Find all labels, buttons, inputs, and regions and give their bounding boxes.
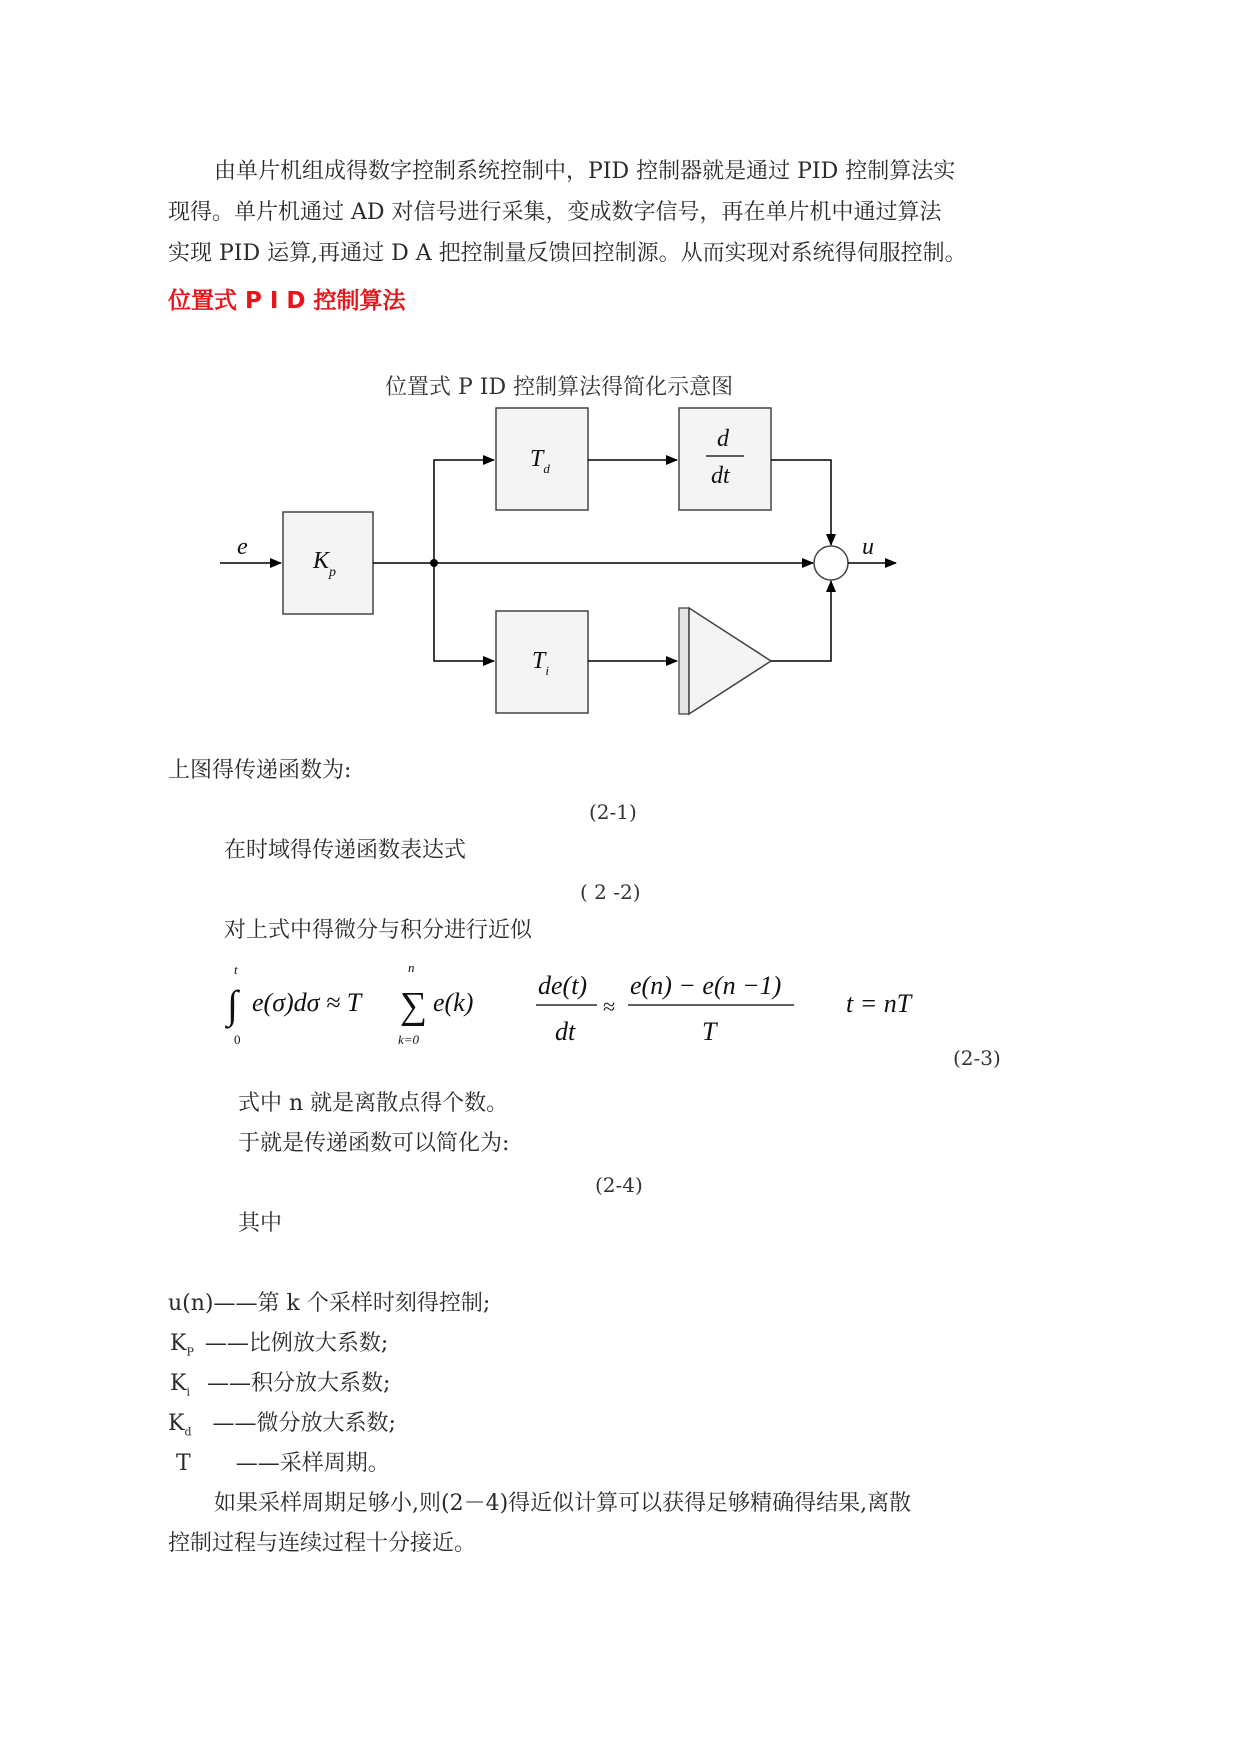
equation-number-2-1: (2-1)	[589, 800, 637, 824]
definition-un: u(n)——第 k 个采样时刻得控制;	[168, 1291, 491, 1316]
intro-line-2: 现得。单片机通过 AD 对信号进行采集，变成数字信号，再在单片机中通过算法	[168, 200, 942, 225]
td-branch-line	[434, 460, 494, 563]
kd-description: ——微分放大系数;	[212, 1411, 396, 1436]
kp-symbol: K	[170, 1331, 187, 1356]
integrator-triangle	[689, 608, 771, 714]
derivative-denominator: dt	[711, 463, 730, 489]
definition-kd	[168, 1413, 396, 1437]
td-label: $T_d$	[530, 446, 550, 476]
sum-upper-limit: n	[408, 960, 415, 975]
ki-subscript: i	[186, 1385, 190, 1399]
n-description: 式中 n 就是离散点得个数。	[238, 1091, 509, 1116]
input-label: e	[237, 534, 248, 560]
sum-lower-limit: k=0	[398, 1032, 420, 1047]
t-symbol: T	[176, 1451, 191, 1476]
conclusion-line-2: 控制过程与连续过程十分接近。	[168, 1531, 477, 1556]
difference-denominator: T	[702, 1017, 717, 1046]
deriv-to-sum-line	[771, 460, 831, 545]
kp-subscript: P	[186, 1345, 194, 1359]
equation-number-2-4: (2-4)	[595, 1173, 643, 1197]
equation-number-2-2: ( 2 -2)	[580, 880, 641, 904]
integrator-bar	[679, 608, 689, 714]
sum-body: e(k)	[433, 988, 474, 1017]
where-text: 其中	[238, 1211, 283, 1236]
ki-description: ——积分放大系数;	[206, 1371, 391, 1396]
integral-lower-limit: 0	[234, 1032, 241, 1047]
derivative-denominator-formula: dt	[555, 1017, 576, 1046]
ki-symbol: K	[170, 1371, 187, 1396]
intro-line-3: 实现 PID 运算,再通过 D A 把控制量反馈回控制源。从而实现对系统得伺服控制。	[168, 241, 967, 266]
ti-branch-line	[434, 563, 494, 661]
kp-description: ——比例放大系数;	[204, 1331, 389, 1356]
section-heading: 位置式 P I D 控制算法	[168, 288, 406, 314]
time-domain-text: 在时域得传递函数表达式	[224, 838, 467, 863]
kp-label: $K_p$	[313, 548, 337, 580]
kd-subscript: d	[184, 1425, 192, 1439]
diagram-caption: 位置式 P ID 控制算法得简化示意图	[385, 375, 734, 400]
equation-number-2-3: (2-3)	[953, 1046, 1001, 1070]
transfer-function-intro: 上图得传递函数为:	[168, 758, 352, 783]
difference-numerator: e(n) − e(n −1)	[630, 971, 782, 1000]
derivative-numerator: d	[717, 426, 729, 452]
sum-sign: ∑	[400, 985, 428, 1027]
approximation-formula	[0, 960, 1241, 1080]
definition-t	[176, 1453, 390, 1475]
ti-label: $T_i$	[532, 648, 549, 678]
approx-sign: ≈	[603, 994, 616, 1019]
integrator-to-sum-line	[771, 581, 831, 661]
integral-sign: ∫	[227, 982, 238, 1027]
kd-symbol: K	[168, 1411, 185, 1436]
integral-upper-limit: t	[234, 962, 238, 977]
definition-kp	[170, 1333, 388, 1357]
summing-junction	[814, 546, 848, 580]
conclusion-line-1: 如果采样周期足够小,则(2－4)得近似计算可以获得足够精确得结果,离散	[214, 1491, 912, 1516]
definition-ki	[170, 1373, 390, 1397]
intro-line-1: 由单片机组成得数字控制系统控制中，PID 控制器就是通过 PID 控制算法实	[214, 159, 956, 184]
sampling-relation: t = nT	[846, 989, 912, 1018]
simplified-text: 于就是传递函数可以简化为:	[238, 1131, 510, 1156]
derivative-block	[679, 408, 771, 510]
integral-body: e(σ)dσ ≈ T	[252, 988, 362, 1017]
derivative-numerator-formula: de(t)	[538, 971, 588, 1000]
output-label: u	[862, 534, 874, 560]
t-description: ——采样周期。	[235, 1451, 390, 1476]
approximation-text: 对上式中得微分与积分进行近似	[224, 918, 533, 943]
pid-block-diagram	[0, 0, 1241, 720]
